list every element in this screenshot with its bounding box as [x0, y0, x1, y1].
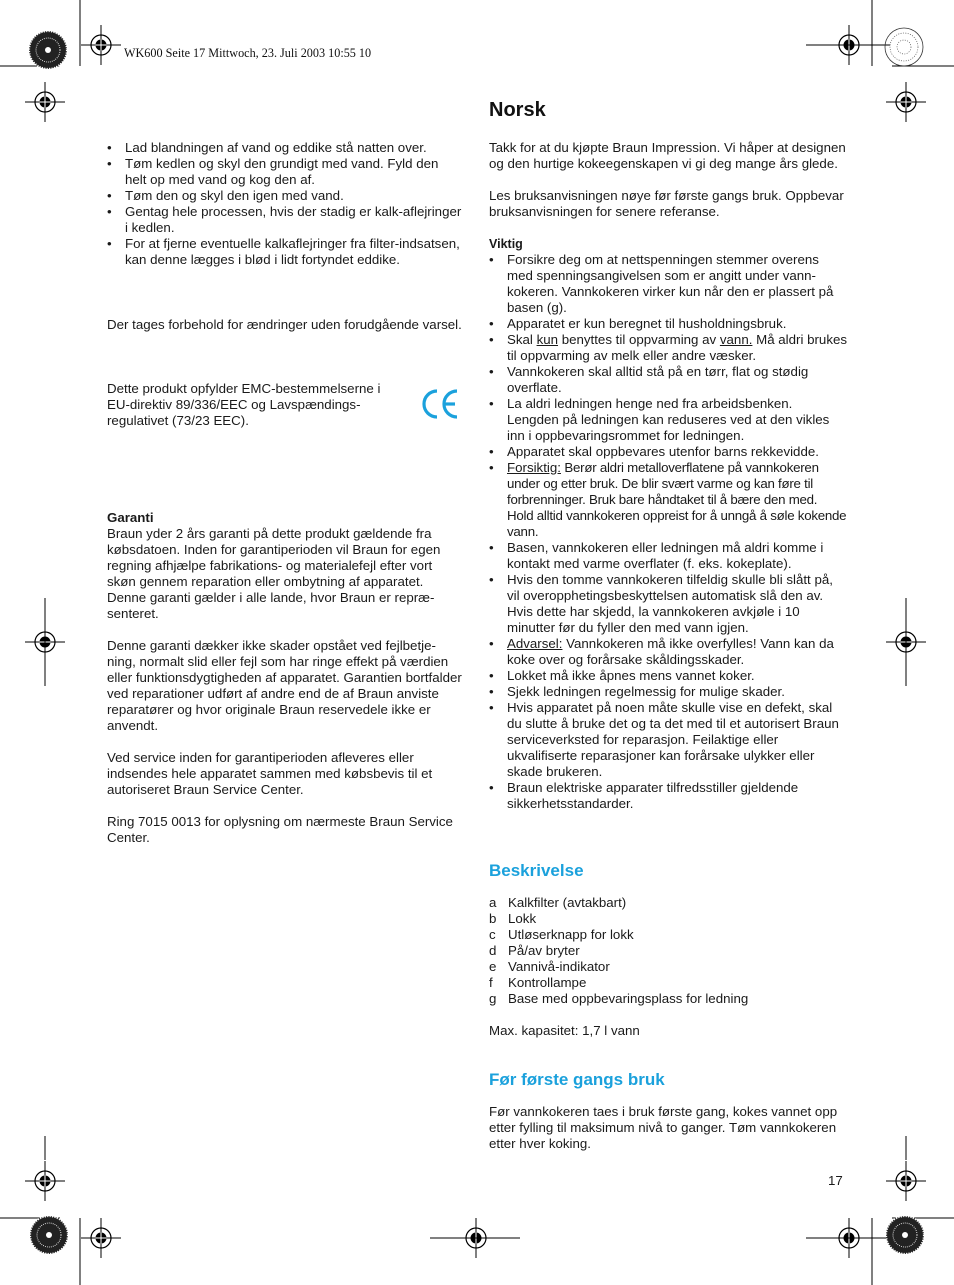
part-letter: f [489, 975, 493, 990]
registration-mark-icon [81, 1218, 121, 1258]
list-item: • Basen, vannkokeren eller ledningen må aldri komme i kontakt med varme overflater (f. eks. kokeplate). [489, 540, 847, 572]
part-label: På/av bryter [508, 943, 580, 958]
left-column [107, 140, 462, 268]
list-item [489, 943, 748, 959]
section-title-beskrivelse: Beskrivelse [489, 861, 584, 880]
garanti-paragraph: Ring 7015 0013 for oplysning om nærmeste Braun Service Center. [107, 814, 453, 845]
color-target-icon [30, 1216, 68, 1254]
descaling-bullets [107, 140, 462, 268]
color-target-icon [886, 1216, 924, 1254]
part-label: Base med oppbevaringsplass for ledning [508, 991, 749, 1006]
part-label: Kontrollampe [508, 975, 587, 990]
list-item: • Hvis den tomme vannkokeren tilfeldig skulle bli slått på, vil overopphetingsbeskyttelsen automatisk slå den av. Hvis dette har skjedd, la vannkokeren avkjøle i 10 minutter før du fyller den med vann igjen. [489, 572, 847, 636]
list-item [489, 975, 748, 991]
intro-paragraph: Takk for at du kjøpte Braun Impression. Vi håper at designen og den hurtige kokeegenskapen vi gi deg mange års glede. [489, 140, 846, 171]
viktig-title: Viktig [489, 237, 523, 251]
garanti-section [107, 510, 462, 846]
color-target-icon [29, 31, 67, 69]
section-title-norsk: Norsk [489, 99, 546, 121]
emc-statement: Dette produkt opfylder EMC-bestemmelserne i EU-direktiv 89/336/EEC og Lavspændings-regulativet (73/23 EEC). [107, 381, 381, 428]
list-item: • Braun elektriske apparater tilfredsstiller gjeldende sikkerhetsstandarder. [489, 780, 847, 812]
registration-mark-icon [25, 82, 65, 122]
first-use-paragraph: Før vannkokeren taes i bruk første gang, kokes vannet opp etter fylling til maksimum nivå to ganger. Tøm vannkokeren etter hver koking. [489, 1104, 838, 1151]
part-label: Lokk [508, 911, 537, 926]
section-title-forste-gangs-bruk: Før første gangs bruk [489, 1070, 665, 1089]
list-item [489, 991, 748, 1007]
reservation-note: Der tages forbehold for ændringer uden forudgående varsel. [107, 317, 462, 332]
garanti-paragraph: Ved service inden for garantiperioden afleveres eller indsendes hele apparatet sammen med købsbevis til et autoriseret Braun Service Center. [107, 750, 433, 797]
part-letter: e [489, 959, 497, 974]
list-item: • Forsikre deg om at nettspenningen stemmer overens med spenningsangivelsen som er angitt under vann-kokeren. Vannkokeren virker kun når den er plassert på basen (g). [489, 252, 847, 316]
part-letter: g [489, 991, 497, 1006]
part-label: Kalkfilter (avtakbart) [508, 895, 627, 910]
list-item: • Lad blandningen af vand og eddike stå natten over. [107, 140, 462, 156]
list-item: • Apparatet er kun beregnet til husholdningsbruk. [489, 316, 847, 332]
safety-bullets [489, 252, 847, 812]
part-letter: a [489, 895, 497, 910]
list-item: • Lokket må ikke åpnes mens vannet koker. [489, 668, 847, 684]
part-letter: b [489, 911, 497, 926]
color-target-icon [885, 28, 923, 66]
part-letter: c [489, 927, 496, 942]
list-item [489, 959, 748, 975]
capacity-note: Max. kapasitet: 1,7 l vann [489, 1023, 640, 1038]
list-item: • Hvis apparatet på noen måte skulle vise en defekt, skal du slutte å bruke det og ta det med til et autorisert Braun serviceverksted for reparasjon. Feilaktige eller ukvalifiserte reparasjoner kan forårsake ulykker eller skade brukeren. [489, 700, 847, 780]
list-item: • Vannkokeren skal alltid stå på en tørr, flat og stødig overflate. [489, 364, 847, 396]
ce-mark-icon [421, 388, 461, 420]
list-item: • Tøm kedlen og skyl den grundigt med vand. Fyld den helt op med vand og kog den af. [107, 156, 462, 188]
intro-paragraph: Les bruksanvisningen nøye før første gangs bruk. Oppbevar bruksanvisningen for senere referanse. [489, 188, 844, 219]
list-item: • Advarsel: Vannkokeren må ikke overfylles! Vann kan da koke over og forårsake skåldingsskader. [489, 636, 847, 668]
page-number: 17 [828, 1173, 843, 1188]
list-item: • Apparatet skal oppbevares utenfor barns rekkevidde. [489, 444, 847, 460]
garanti-title: Garanti [107, 510, 154, 525]
list-item: • Sjekk ledningen regelmessig for mulige skader. [489, 684, 847, 700]
list-item: • Forsiktig: Berør aldri metalloverflatene på vannkokeren under og etter bruk. De blir svært varme og kan føre til forbrenninger. Bruk bare håndtaket til å bære den med. Hold alltid vannkokeren oppreist for å unngå å søle kokende vann. [489, 460, 847, 540]
list-item [489, 911, 748, 927]
registration-mark-icon [886, 82, 926, 122]
right-column [489, 140, 847, 812]
list-item [489, 895, 748, 911]
part-label: Utløserknapp for lokk [508, 927, 634, 942]
list-item: • Gentag hele processen, hvis der stadig er kalk-aflejringer i kedlen. [107, 204, 462, 236]
registration-mark-icon [886, 1161, 926, 1201]
garanti-paragraph: Braun yder 2 års garanti på dette produkt gældende fra købsdatoen. Inden for garantiperioden vil Braun for egen regning afhjælpe fabrikations- og materialefejl efter vort skøn gennem reparation eller ombytning af apparatet. Denne garanti gælder i alle lande, hvor Braun er repræ-senteret. [107, 526, 441, 621]
list-item: • La aldri ledningen henge ned fra arbeidsbenken. Lengden på ledningen kan reduseres ved at den vikles inn i oppbevaringsrommet for ledningen. [489, 396, 847, 444]
parts-list [489, 895, 748, 1007]
list-item: • Tøm den og skyl den igen med vand. [107, 188, 462, 204]
part-letter: d [489, 943, 497, 958]
part-label: Vannivå-indikator [508, 959, 610, 974]
print-slug: WK600 Seite 17 Mittwoch, 23. Juli 2003 10:55 10 [124, 46, 372, 60]
list-item: • For at fjerne eventuelle kalkaflejringer fra filter-indsatsen, kan denne lægges i blød i lidt fortyndet eddike. [107, 236, 462, 268]
list-item [489, 927, 748, 943]
registration-mark-icon [81, 25, 121, 65]
list-item: • Skal kun benyttes til oppvarming av vann. Må aldri brukes til oppvarming av melk eller andre væsker. [489, 332, 847, 364]
registration-mark-icon [25, 1161, 65, 1201]
garanti-paragraph: Denne garanti dækker ikke skader opstået ved fejlbetje-ning, normalt slid eller fejl som har ringe effekt på værdien eller funktionsdygtigheden af apparatet. Garantien bortfalder ved reparationer udført af andre end de af Braun anviste reparatører og hvor originale Braun reservedele ikke er anvendt. [107, 638, 462, 733]
